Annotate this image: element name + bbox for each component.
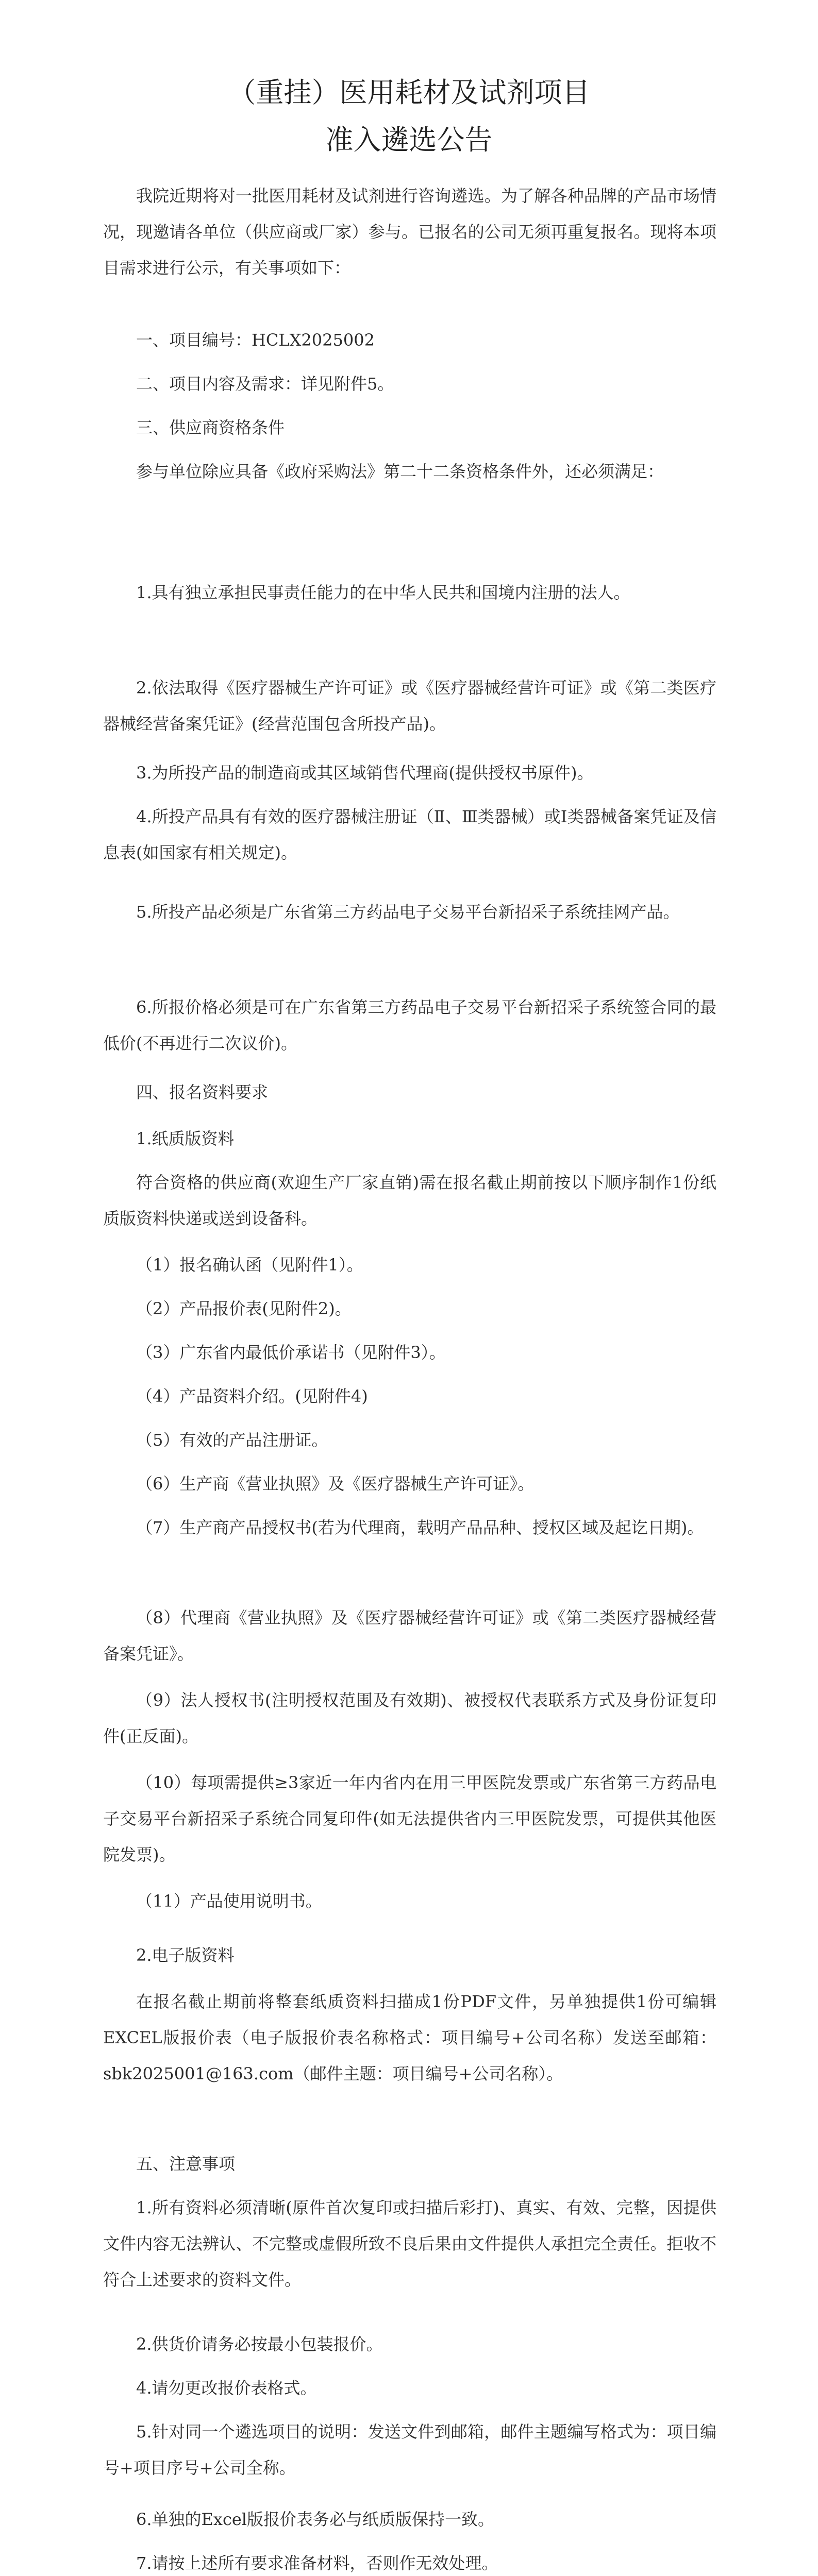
section-project-number: 一、项目编号：HCLX2025002 bbox=[136, 330, 375, 350]
qualification-item-2: 2.依法取得《医疗器械生产许可证》或《医疗器械经营许可证》或《第二类医疗器械经营备案凭证》(经营范围包含所投产品)。 bbox=[103, 678, 716, 734]
document-item-11: （11）产品使用说明书。 bbox=[136, 1891, 322, 1911]
note-item-4: 4.请勿更改报价表格式。 bbox=[136, 2378, 317, 2398]
section-heading-qualifications: 三、供应商资格条件 bbox=[136, 418, 285, 437]
qualification-item-1: 1.具有独立承担民事责任能力的在中华人民共和国境内注册的法人。 bbox=[136, 583, 630, 602]
subheading-electronic-materials: 2.电子版资料 bbox=[136, 1945, 235, 1965]
document-item-7: （7）生产商产品授权书(若为代理商，载明产品品种、授权区域及起讫日期)。 bbox=[136, 1518, 704, 1537]
note-item-2: 2.供货价请务必按最小包装报价。 bbox=[136, 2334, 383, 2354]
document-item-4: （4）产品资料介绍。(见附件4) bbox=[136, 1386, 368, 1406]
title-line-2: 准入遴选公告 bbox=[325, 124, 493, 156]
intro-paragraph: 我院近期将对一批医用耗材及试剂进行咨询遴选。为了解各种品牌的产品市场情况，现邀请各单位（供应商或厂家）参与。已报名的公司无须再重复报名。现将本项目需求进行公示，有关事项如下： bbox=[103, 186, 716, 278]
document-item-6: （6）生产商《营业执照》及《医疗器械生产许可证》。 bbox=[136, 1474, 535, 1494]
document-item-9: （9）法人授权书(注明授权范围及有效期)、被授权代表联系方式及身份证复印件(正反面)。 bbox=[103, 1690, 716, 1746]
section-heading-materials: 四、报名资料要求 bbox=[136, 1082, 269, 1102]
document-item-8: （8）代理商《营业执照》及《医疗器械经营许可证》或《第二类医疗器械经营备案凭证》。 bbox=[103, 1608, 716, 1664]
document-item-5: （5）有效的产品注册证。 bbox=[136, 1430, 328, 1450]
paper-materials-intro: 符合资格的供应商(欢迎生产厂家直销)需在报名截止期前按以下顺序制作1份纸质版资料快递或送到设备科。 bbox=[103, 1173, 716, 1228]
qualifications-intro: 参与单位除应具备《政府采购法》第二十二条资格条件外，还必须满足： bbox=[136, 462, 664, 481]
subheading-paper-materials: 1.纸质版资料 bbox=[136, 1129, 235, 1148]
note-item-1: 1.所有资料必须清晰(原件首次复印或扫描后彩打)、真实、有效、完整，因提供文件内容无法辨认、不完整或虚假所致不良后果由文件提供人承担完全责任。拒收不符合上述要求的资料文件。 bbox=[103, 2198, 716, 2290]
qualification-item-5: 5.所投产品必须是广东省第三方药品电子交易平台新招采子系统挂网产品。 bbox=[136, 902, 680, 922]
section-heading-notes: 五、注意事项 bbox=[136, 2154, 236, 2174]
qualification-item-6: 6.所报价格必须是可在广东省第三方药品电子交易平台新招采子系统签合同的最低价(不再进行二次议价)。 bbox=[103, 997, 716, 1053]
document-item-10: （10）每项需提供≥3家近一年内省内在用三甲医院发票或广东省第三方药品电子交易平台新招采子系统合同复印件(如无法提供省内三甲医院发票，可提供其他医院发票)。 bbox=[103, 1773, 716, 1865]
document-item-2: （2）产品报价表(见附件2)。 bbox=[136, 1299, 352, 1318]
note-item-7: 7.请按上述所有要求准备材料，否则作无效处理。 bbox=[136, 2553, 498, 2573]
section-project-content: 二、项目内容及需求：详见附件5。 bbox=[136, 374, 394, 394]
title-line-1: （重挂）医用耗材及试剂项目 bbox=[228, 76, 590, 109]
note-item-6: 6.单独的Excel版报价表务必与纸质版保持一致。 bbox=[136, 2510, 495, 2529]
note-item-5: 5.针对同一个遴选项目的说明：发送文件到邮箱，邮件主题编写格式为：项目编号+项目序号+公司全称。 bbox=[103, 2422, 716, 2478]
document-item-1: （1）报名确认函（见附件1）。 bbox=[136, 1255, 363, 1275]
document-item-3: （3）广东省内最低价承诺书（见附件3）。 bbox=[136, 1343, 446, 1362]
qualification-item-4: 4.所投产品具有有效的医疗器械注册证（Ⅱ、Ⅲ类器械）或Ⅰ类器械备案凭证及信息表(如国家有相关规定)。 bbox=[103, 807, 716, 862]
qualification-item-3: 3.为所投产品的制造商或其区域销售代理商(提供授权书原件)。 bbox=[136, 763, 594, 783]
electronic-materials-text: 在报名截止期前将整套纸质资料扫描成1份PDF文件，另单独提供1份可编辑EXCEL版报价表（电子版报价表名称格式：项目编号+公司名称）发送至邮箱：sbk2025001@163.com（邮件主题：项目编号+公司名称）。 bbox=[103, 1992, 716, 2083]
